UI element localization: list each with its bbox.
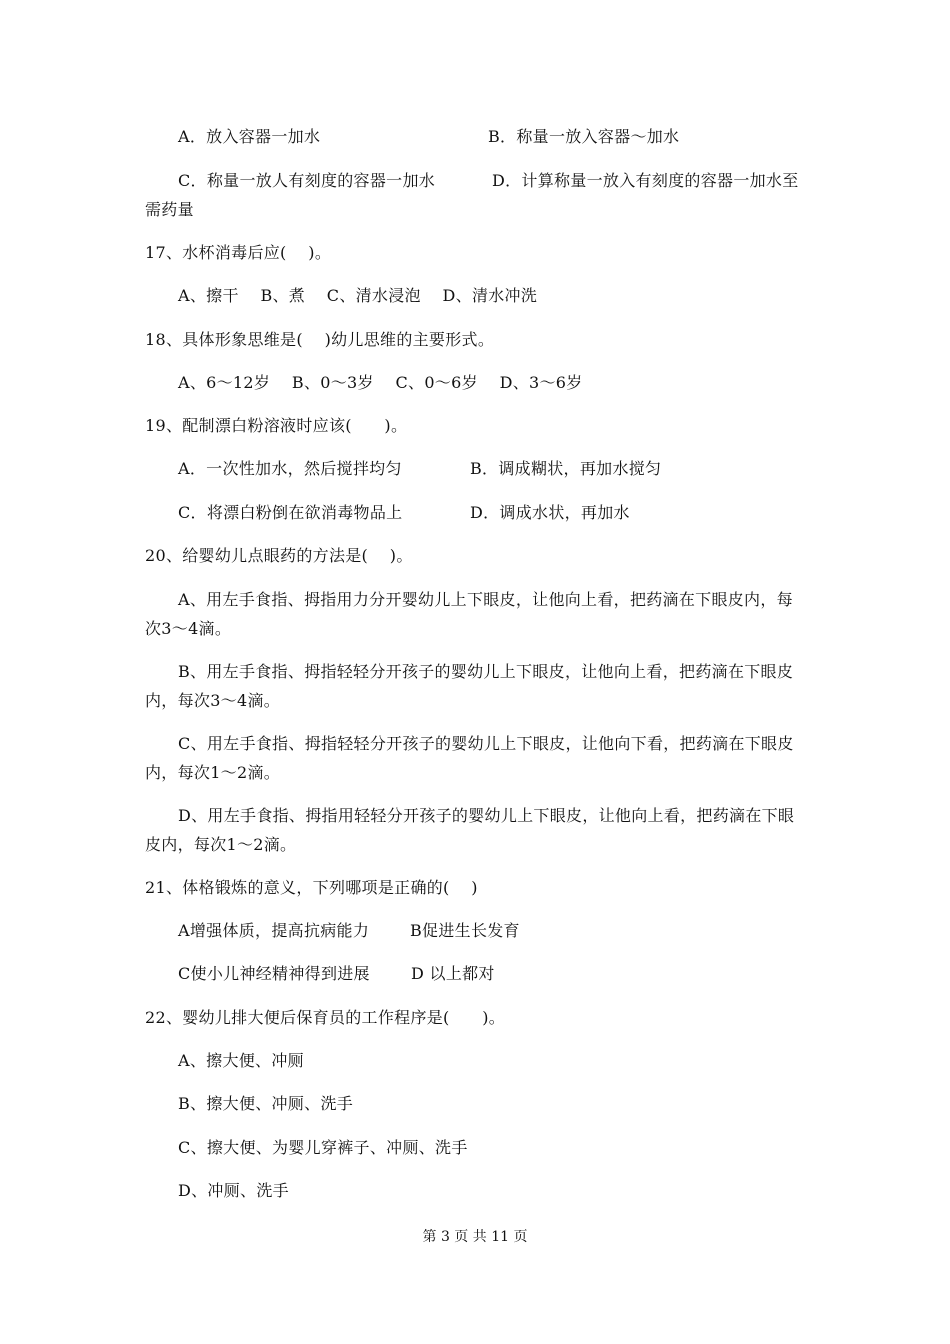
option-21a: A增强体质，提高抗病能力	[178, 921, 370, 940]
option-21d: D 以上都对	[411, 964, 495, 983]
question-21: 21、体格锻炼的意义，下列哪项是正确的( )	[145, 878, 478, 897]
option-16d-cont: 需药量	[145, 200, 194, 219]
option-16c: C．称量一放人有刻度的容器一加水	[178, 171, 436, 190]
option-20d: D、用左手食指、拇指用轻轻分开孩子的婴幼儿上下眼皮，让他向上看，把药滴在下眼	[178, 806, 795, 825]
option-20c: C、用左手食指、拇指轻轻分开孩子的婴幼儿上下眼皮，让他向下看，把药滴在下眼皮	[178, 734, 794, 753]
option-20d-cont: 皮内，每次1～2滴。	[145, 835, 297, 854]
option-16a: A．放入容器一加水	[178, 127, 321, 146]
option-19d: D．调成水状，再加水	[470, 503, 630, 522]
option-22c: C、擦大便、为婴儿穿裤子、冲厕、洗手	[178, 1138, 468, 1157]
option-22d: D、冲厕、洗手	[178, 1181, 289, 1200]
option-21c: C使小儿神经精神得到进展	[178, 964, 370, 983]
page-number-footer: 第 3 页 共 11 页	[422, 1229, 528, 1245]
question-20: 20、给婴幼儿点眼药的方法是( )。	[145, 546, 413, 565]
option-19b: B．调成糊状，再加水搅匀	[470, 459, 662, 478]
question-17: 17、水杯消毒后应( )。	[145, 243, 332, 262]
options-18: A、6～12岁 B、0～3岁 C、0～6岁 D、3～6岁	[178, 373, 583, 392]
option-20b-cont: 内，每次3～4滴。	[145, 691, 281, 710]
option-20c-cont: 内，每次1～2滴。	[145, 763, 281, 782]
option-22b: B、擦大便、冲厕、洗手	[178, 1094, 354, 1113]
option-16d: D．计算称量一放入有刻度的容器一加水至	[492, 171, 799, 190]
option-21b: B促进生长发育	[410, 921, 520, 940]
question-22: 22、婴幼儿排大便后保育员的工作程序是( )。	[145, 1008, 506, 1027]
option-20a-cont: 次3～4滴。	[145, 619, 232, 638]
option-22a: A、擦大便、冲厕	[178, 1051, 304, 1070]
option-19c: C．将漂白粉倒在欲消毒物品上	[178, 503, 403, 522]
option-19a: A．一次性加水，然后搅拌均匀	[178, 459, 402, 478]
question-18: 18、具体形象思维是( )幼儿思维的主要形式。	[145, 330, 495, 349]
question-19: 19、配制漂白粉溶液时应该( )。	[145, 416, 408, 435]
option-20b: B、用左手食指、拇指轻轻分开孩子的婴幼儿上下眼皮，让他向上看，把药滴在下眼皮	[178, 662, 794, 681]
option-20a: A、用左手食指、拇指用力分开婴幼儿上下眼皮，让他向上看，把药滴在下眼皮内，每	[178, 590, 793, 609]
option-16b: B．称量一放入容器～加水	[488, 127, 680, 146]
options-17: A、擦干 B、煮 C、清水浸泡 D、清水冲洗	[178, 286, 538, 305]
